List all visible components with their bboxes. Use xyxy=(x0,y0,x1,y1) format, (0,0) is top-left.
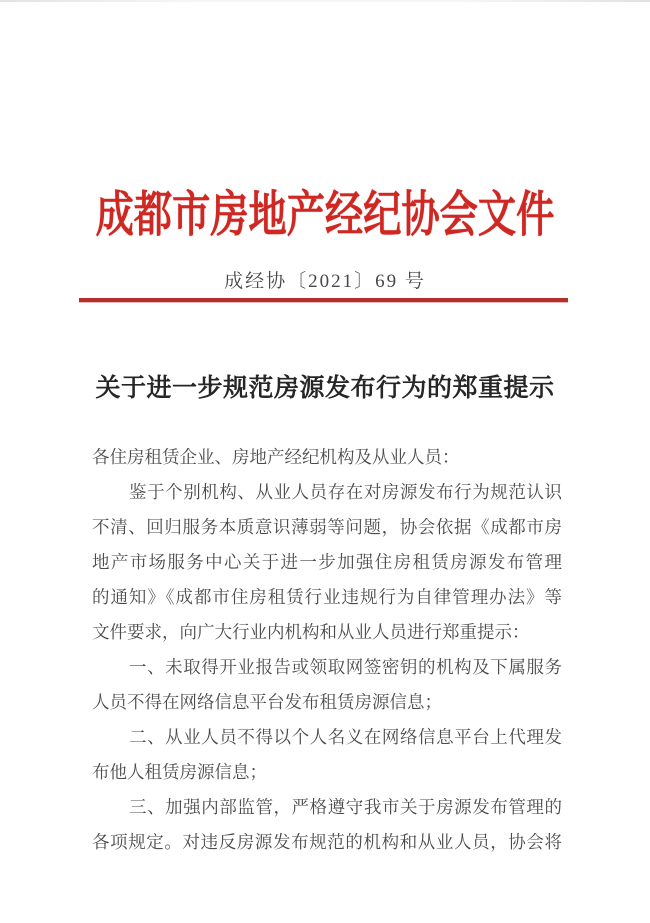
body-line: 布他人租赁房源信息； xyxy=(92,762,267,782)
body-line: 的通知》《成都市住房租赁行业违规行为自律管理办法》等 xyxy=(92,587,562,607)
letterhead-title xyxy=(0,176,650,246)
body-line: 鉴于个别机构、从业人员存在对房源发布行为规范认识 xyxy=(129,482,562,502)
body-line: 二、从业人员不得以个人名义在网络信息平台上代理发 xyxy=(129,727,562,747)
scan-edge-shadow xyxy=(0,0,650,2)
body-line: 不清、回归服务本质意识薄弱等问题，协会依据《成都市房 xyxy=(92,517,562,537)
red-divider-rule xyxy=(79,298,568,302)
document-number: 成经协〔2021〕69 号 xyxy=(224,271,426,292)
letterhead-title-text: 成都市房地产经纪协会文件 xyxy=(95,187,555,242)
body-line: 各项规定。对违反房源发布规范的机构和从业人员，协会将 xyxy=(92,832,562,852)
body-line: 三、加强内部监管，严格遵守我市关于房源发布管理的 xyxy=(129,797,562,817)
body-line: 一、未取得开业报告或领取网签密钥的机构及下属服务 xyxy=(129,657,562,677)
body-line: 地产市场服务中心关于进一步加强住房租赁房源发布管理 xyxy=(92,552,562,572)
body-text xyxy=(92,440,562,860)
document-title: 关于进一步规范房源发布行为的郑重提示 xyxy=(95,375,555,402)
body-line: 各住房租赁企业、房地产经纪机构及从业人员： xyxy=(92,447,460,467)
body-line: 文件要求，向广大行业内机构和从业人员进行郑重提示： xyxy=(92,622,530,642)
body-line: 人员不得在网络信息平台发布租赁房源信息； xyxy=(92,692,442,712)
